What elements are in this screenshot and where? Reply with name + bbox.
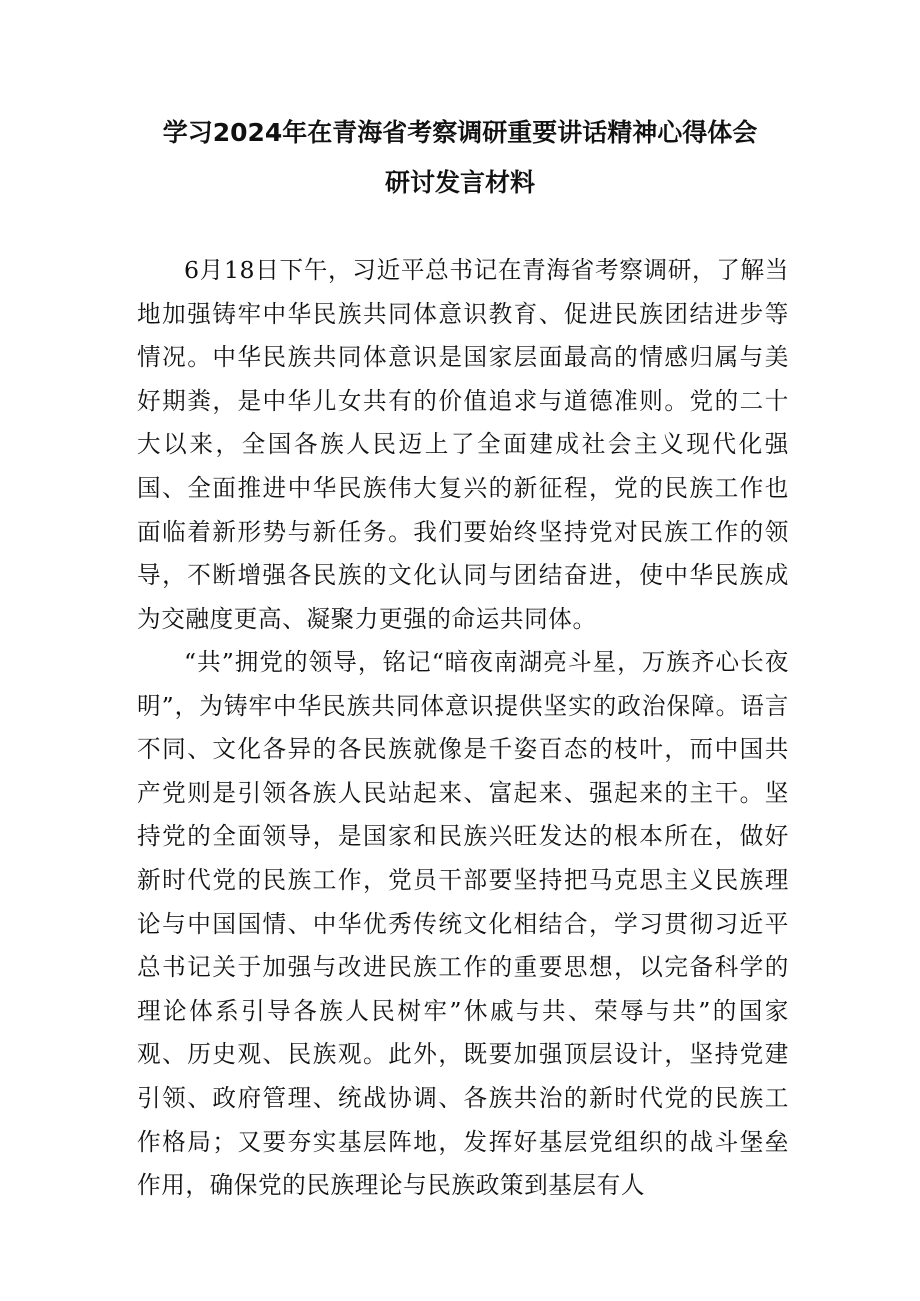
body-paragraph-1: 6月18日下午，习近平总书记在青海省考察调研，了解当地加强铸牢中华民族共同体意识教育、促进民族团结进步等情况。中华民族共同体意识是国家层面最高的情感归属与美好期粪，是中华儿女共有的价值追求与道德准则。党的二十大以来，全国各族人民迈上了全面建成社会主义现代化强国、全面推进中华民族伟大复兴的新征程，党的民族工作也面临着新形势与新任务。我们要始终坚持党对民族工作的领导，不断增强各民族的文化认同与团结奋进，使中华民族成为交融度更高、凝聚力更强的命运共同体。: [137, 256, 789, 633]
document-subtitle: 研讨发言材料: [384, 168, 535, 197]
document-title: 学习2024年在青海省考察调研重要讲话精神心得体会: [162, 118, 758, 147]
body-paragraph-2: “共”拥党的领导，铭记“暗夜南湖亮斗星，万族齐心长夜明”，为铸牢中华民族共同体意识提供坚实的政治保障。语言不同、文化各异的各民族就像是千姿百态的枝叶，而中国共产党则是引领各族人民站起来、富起来、强起来的主干。坚持党的全面领导，是国家和民族兴旺发达的根本所在，做好新时代党的民族工作，党员干部要坚持把马克思主义民族理论与中国国情、中华优秀传统文化相结合，学习贯彻习近平总书记关于加强与改进民族工作的重要思想，以完备科学的理论体系引导各族人民树牢”休戚与共、荣辱与共”的国家观、历史观、民族观。此外，既要加强顶层设计，坚持党建引领、政府管理、统战协调、各族共治的新时代党的民族工作格局；又要夯实基层阵地，发挥好基层党组织的战斗堡垒作用，确保党的民族理论与民族政策到基层有人: [137, 648, 789, 1200]
